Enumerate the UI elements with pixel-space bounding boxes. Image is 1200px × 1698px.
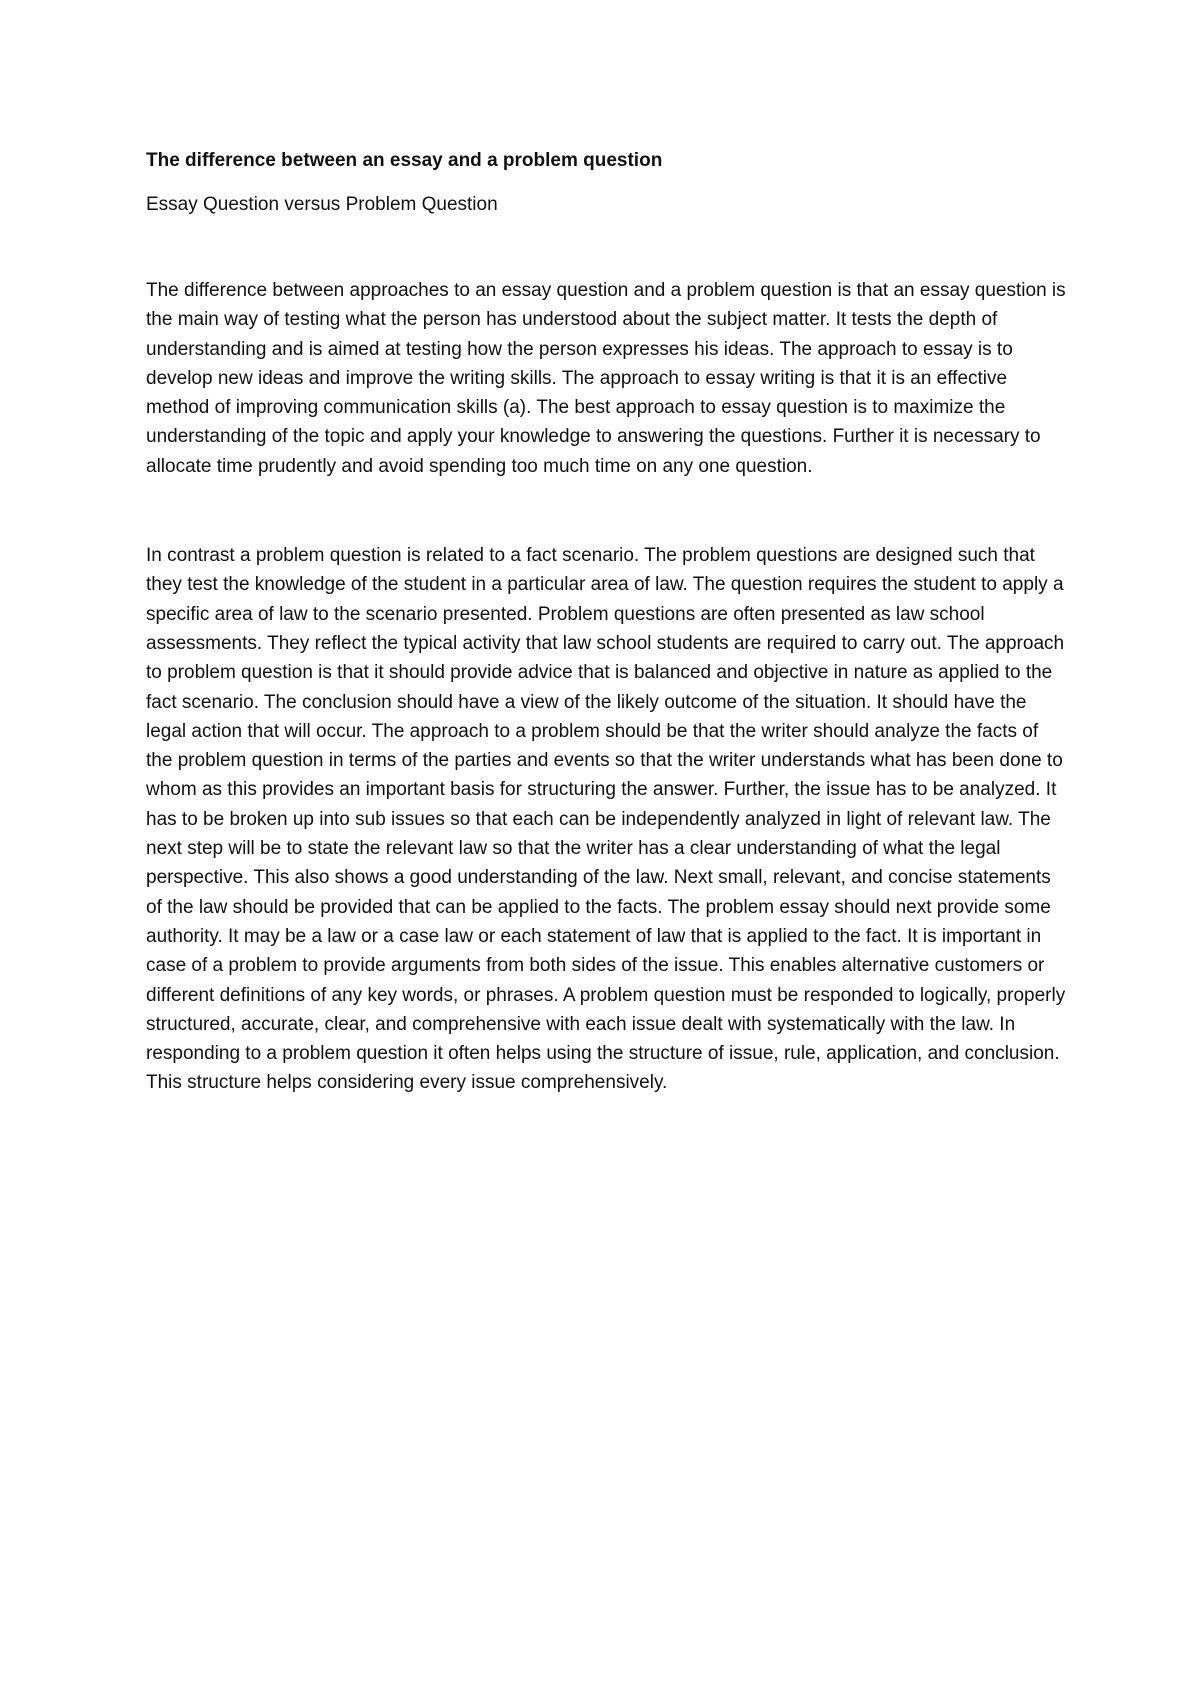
document-subtitle: Essay Question versus Problem Question	[146, 194, 498, 215]
paragraph-essay-question: The difference between approaches to an essay question and a problem question is that an essay question is the main way of testing what the person has understood about the subject matter. It tests the depth of understanding and is aimed at testing how the person expresses his ideas. The approach to essay is to develop new ideas and improve the writing skills. The approach to essay writing is that it is an effective method of improving communication skills (a). The best approach to essay question is to maximize the understanding of the topic and apply your knowledge to answering the questions. Further it is necessary to allocate time prudently and avoid spending too much time on any one question.	[146, 280, 1066, 477]
document-title: The difference between an essay and a problem question	[146, 150, 663, 171]
paragraph-problem-question: In contrast a problem question is related to a fact scenario. The problem questions are designed such that they test the knowledge of the student in a particular area of law. The question requires the student to apply a specific area of law to the scenario presented. Problem questions are often presented as law school assessments. They reflect the typical activity that law school students are required to carry out. The approach to problem question is that it should provide advice that is balanced and objective in nature as applied to the fact scenario. The conclusion should have a view of the likely outcome of the situation. It should have the legal action that will occur. The approach to a problem should be that the writer should analyze the facts of the problem question in terms of the parties and events so that the writer understands what has been done to whom as this provides an important basis for structuring the answer. Further, the issue has to be analyzed. It has to be broken up into sub issues so that each can be independently analyzed in light of relevant law. The next step will be to state the relevant law so that the writer has a clear understanding of what the legal perspective. This also shows a good understanding of the law. Next small, relevant, and concise statements of the law should be provided that can be applied to the facts. The problem essay should next provide some authority. It may be a law or a case law or each statement of law that is applied to the fact. It is important in case of a problem to provide arguments from both sides of the issue. This enables alternative customers or different definitions of any key words, or phrases. A problem question must be responded to logically, properly structured, accurate, clear, and comprehensive with each issue dealt with systematically with the law. In responding to a problem question it often helps using the structure of issue, rule, application, and conclusion. This structure helps considering every issue comprehensively.	[146, 545, 1066, 1094]
document-body	[146, 146, 1066, 1098]
